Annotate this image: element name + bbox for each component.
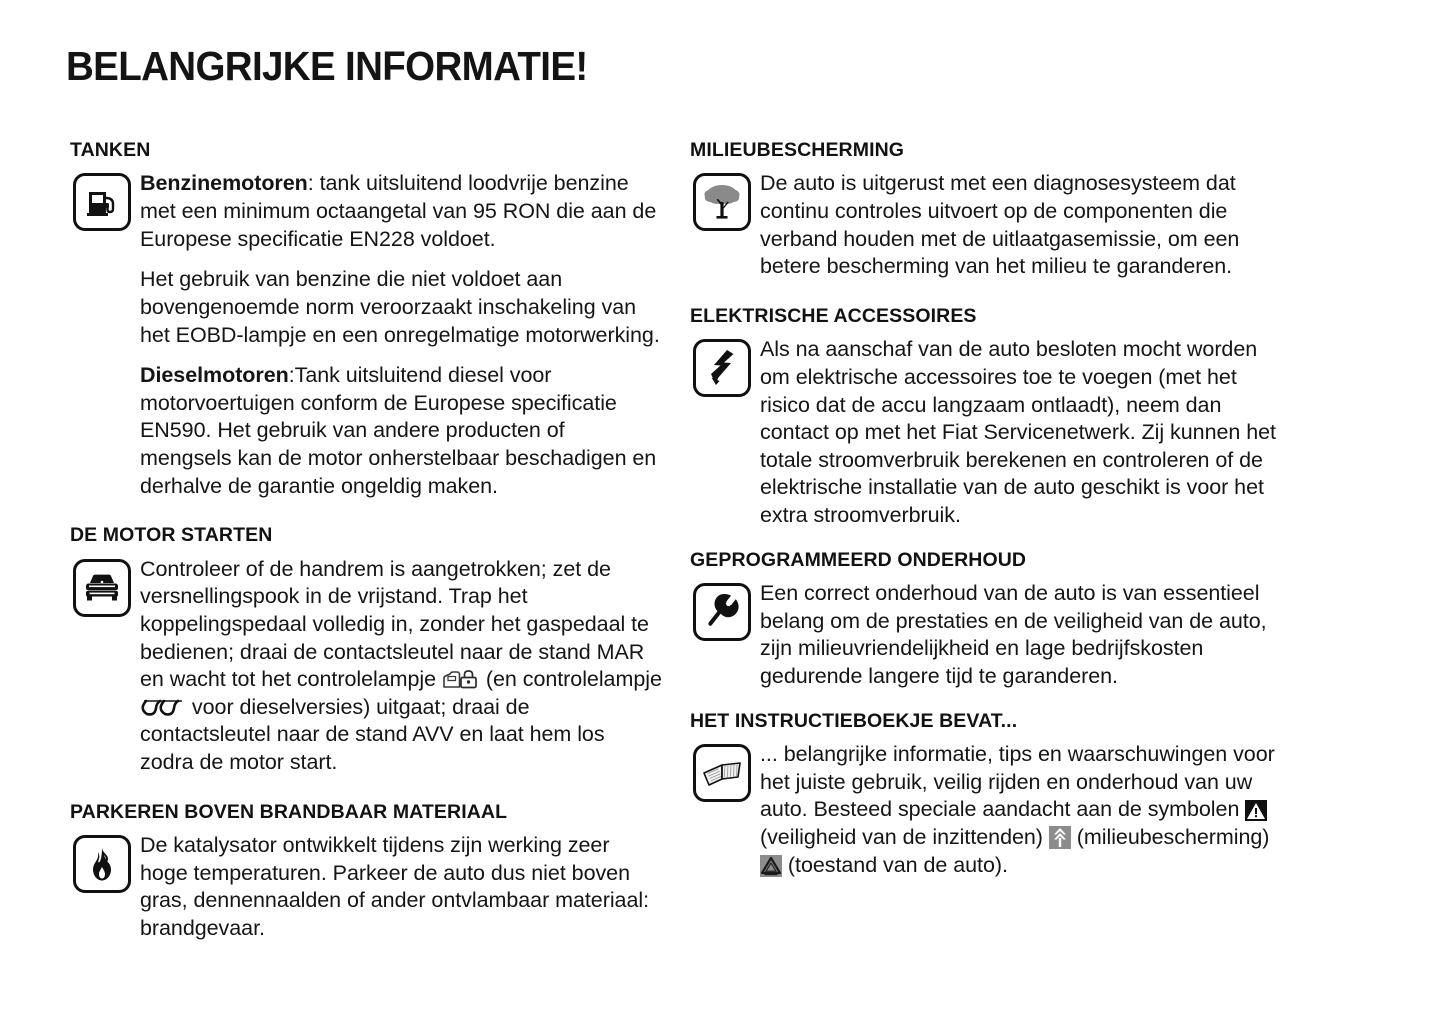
icon-cell — [62, 556, 140, 617]
icon-cell — [682, 170, 760, 231]
section-body-instructieboekje — [682, 741, 1282, 879]
section-body-tanken — [62, 170, 662, 500]
section-body-elektrische-accessoires — [682, 336, 1282, 529]
section-heading-elektrische-accessoires: ELEKTRISCHE ACCESSOIRES — [690, 304, 977, 327]
elektrische-accessoires-text — [760, 336, 1282, 529]
icon-cell — [62, 170, 140, 231]
section-instructieboekje — [682, 710, 1282, 880]
section-tanken — [62, 139, 662, 500]
section-elektrische-accessoires — [682, 305, 1282, 530]
paragraph-onderhoud: Een correct onderhoud van de auto is van essentieel belang om de prestaties en de veiligheid van de auto, zijn milieuvriendelijkheid en lage bedrijfskosten gedurende langere tijd te garanderen. — [760, 581, 1267, 689]
paragraph-diagnosesysteem: De auto is uitgerust met een diagnosesysteem dat continu controles uitvoert op de componenten die verband houden met de uitlaatgasemissie, om een betere bescherming van het milieu te garanderen. — [760, 171, 1240, 279]
text-starting-part-2: (en controlelampje — [479, 667, 662, 692]
section-parkeren-brandbaar — [62, 801, 662, 943]
text-eobd: Het gebruik van benzine die niet voldoet aan bovengenoemde norm veroorzaakt inschakeling van het EOBD-lampje en een onregelmatige motorwerking. — [140, 267, 660, 347]
paragraph-starting-engine — [140, 556, 662, 777]
paragraph-benzinemotoren — [140, 170, 662, 253]
section-heading-tanken: TANKEN — [70, 139, 151, 161]
text-boekje-part-3: (milieubescherming) — [1070, 824, 1270, 849]
immobilizer-car-lock-icon — [442, 669, 480, 690]
text-starting-part-3: voor dieselversies) uitgaat; draai de contactsleutel naar de stand AVV en laat hem los zodra de motor start. — [140, 694, 605, 775]
section-de-motor-starten — [62, 524, 662, 776]
geprogrammeerd-onderhoud-text — [760, 580, 1282, 691]
text-boekje-part-1: ... belangrijke informatie, tips en waarschuwingen voor het juiste gebruik, veilig rijden en onderhoud van uw auto. Besteed speciale aandacht aan de symbolen — [760, 742, 1275, 822]
wrench-icon — [693, 583, 751, 641]
section-body-geprogrammeerd-onderhoud — [682, 580, 1282, 691]
glow-plug-preheat-icon — [140, 698, 186, 718]
section-body-de-motor-starten — [62, 556, 662, 777]
right-column — [682, 139, 1282, 948]
vehicle-condition-triangle-icon — [760, 855, 782, 877]
paragraph-instructieboekje — [760, 741, 1282, 879]
paragraph-dieselmotoren — [140, 362, 662, 500]
milieubescherming-text — [760, 170, 1282, 281]
section-milieubescherming — [682, 139, 1282, 281]
lead-dieselmotoren: Dieselmotoren — [140, 363, 289, 388]
environment-tree-icon — [1049, 826, 1071, 849]
page-title: BELANGRIJKE INFORMATIE! — [66, 43, 588, 89]
paragraph-accessoires: Als na aanschaf van de auto besloten mocht worden om elektrische accessoires toe te voegen (met het risico dat de accu langzaam ontlaadt), neem dan contact op met het Fiat Servicenetwerk. Zij kunnen het totale stroomverbruik berekenen en controleren of de elektrische installatie van de auto geschikt is voor het extra stroomverbruik. — [760, 337, 1276, 528]
icon-cell — [682, 741, 760, 802]
flame-icon — [73, 835, 131, 893]
tanken-text — [140, 170, 662, 500]
section-body-parkeren-brandbaar — [62, 832, 662, 943]
icon-cell — [682, 336, 760, 397]
section-heading-geprogrammeerd-onderhoud: GEPROGRAMMEERD ONDERHOUD — [690, 548, 1027, 571]
de-motor-starten-text — [140, 556, 662, 777]
paragraph-katalysator: De katalysator ontwikkelt tijdens zijn werking zeer hoge temperaturen. Parkeer de auto dus niet boven gras, dennennaalden of ander ontvlambaar materiaal: brandgevaar. — [140, 833, 650, 941]
section-geprogrammeerd-onderhoud — [682, 549, 1282, 691]
parkeren-brandbaar-text — [140, 832, 662, 943]
section-heading-de-motor-starten: DE MOTOR STARTEN — [70, 524, 273, 547]
section-body-milieubescherming — [682, 170, 1282, 281]
open-book-icon — [693, 744, 751, 802]
text-boekje-part-4: (toestand van de auto). — [782, 852, 1008, 877]
icon-cell — [62, 832, 140, 893]
car-front-icon — [73, 559, 131, 617]
section-heading-parkeren-brandbaar: PARKEREN BOVEN BRANDBAAR MATERIAAL — [70, 800, 508, 823]
lightning-bolt-icon — [693, 339, 751, 397]
two-column-layout — [62, 139, 1383, 948]
text-benzinemotoren: : tank uitsluitend loodvrije benzine met een minimum octaangetal van 95 RON die aan de Europese specificatie EN228 voldoet. — [140, 171, 657, 251]
text-dieselmotoren: :Tank uitsluitend diesel voor motorvoertuigen conform de Europese specificatie EN590. Het gebruik van andere producten of mengsels kan de motor onherstelbaar beschadigen en derhalve de garantie ongeldig maken. — [140, 363, 657, 498]
section-heading-instructieboekje: HET INSTRUCTIEBOEKJE BEVAT... — [690, 709, 1018, 732]
icon-cell — [682, 580, 760, 641]
lead-benzinemotoren: Benzinemotoren — [140, 171, 308, 196]
section-heading-milieubescherming: MILIEUBESCHERMING — [690, 139, 905, 161]
fuel-pump-icon — [73, 173, 131, 231]
tree-icon — [693, 173, 751, 231]
paragraph-eobd — [140, 266, 662, 349]
left-column — [62, 139, 662, 948]
text-boekje-part-2: (veiligheid van de inzittenden) — [760, 824, 1049, 849]
text-starting-part-1: Controleer of de handrem is aangetrokken; zet de versnellingspook in de vrijstand. Trap het koppelingspedaal volledig in, zonder het gaspedaal te bedienen; draai de contactsleutel naar de stand MAR en wacht tot het controlelampje — [140, 556, 649, 692]
instructieboekje-text — [760, 741, 1282, 879]
warning-triangle-icon — [1245, 800, 1267, 821]
